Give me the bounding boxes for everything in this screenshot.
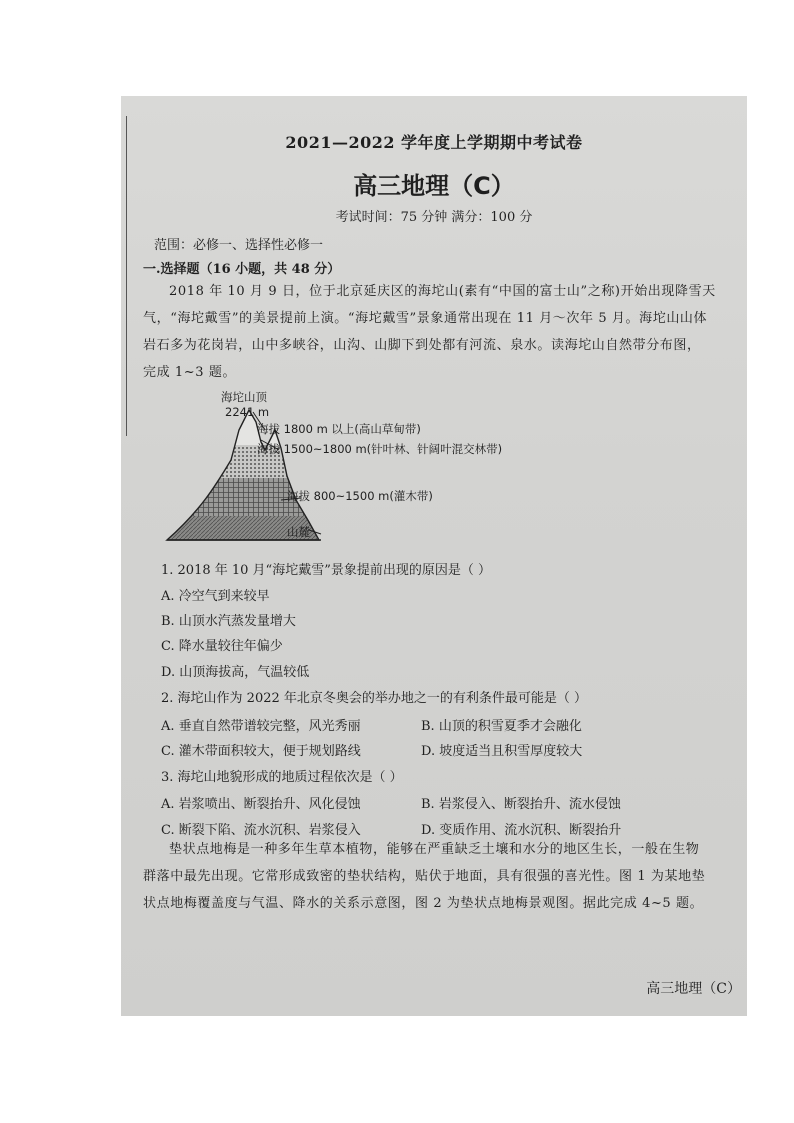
question-2-stem: 2. 海坨山作为 2022 年北京冬奥会的举办地之一的有利条件最可能是（ ） [161, 691, 588, 706]
question-1-option-b: B. 山顶水汽蒸发量增大 [161, 614, 296, 629]
summit-height-label: 2241 m [225, 405, 270, 419]
exam-series-title: 2021—2022 学年度上学期期中考试卷 [285, 133, 583, 152]
question-2-option-d: D. 坡度适当且积雪厚度较大 [421, 744, 583, 759]
alpine-meadow-label: 海拔 1800 m 以上(高山草甸带) [257, 422, 421, 436]
intro-passage-2 [143, 836, 733, 917]
exam-sheet [121, 96, 747, 1016]
passage-line: 完成 1~3 题。 [143, 365, 237, 380]
question-2-option-c: C. 灌木带面积较大，便于规划路线 [161, 744, 361, 759]
passage-line: 群落中最先出现。它常形成致密的垫状结构，贴伏于地面，具有很强的喜光性。图 1 为某地垫 [143, 869, 706, 884]
margin-line [126, 116, 127, 436]
passage-line: 2018 年 10 月 9 日，位于北京延庆区的海坨山(素有“中国的富士山”之称)开始出现降雪天 [169, 284, 716, 299]
question-2-option-b: B. 山顶的积雪夏季才会融化 [421, 719, 582, 734]
passage-line: 气，“海坨戴雪”的美景提前上演。“海坨戴雪”景象通常出现在 11 月～次年 5 月。海坨山山体 [143, 311, 708, 326]
page-title: 高三地理（C） [353, 172, 515, 200]
question-1-option-a: A. 冷空气到来较早 [161, 589, 270, 604]
mountain-figure [161, 390, 521, 550]
question-1-option-d: D. 山顶海拔高，气温较低 [161, 665, 310, 680]
section-heading: 一.选择题（16 小题，共 48 分） [143, 262, 341, 277]
question-3-option-b: B. 岩浆侵入、断裂抬升、流水侵蚀 [421, 797, 621, 812]
shrub-zone-label: 海拔 800~1500 m(灌木带) [287, 489, 433, 503]
question-3-stem: 3. 海坨山地貌形成的地质过程依次是（ ） [161, 770, 403, 785]
question-3-option-d: D. 变质作用、流水沉积、断裂抬升 [421, 823, 622, 838]
question-3-option-c: C. 断裂下陷、流水沉积、岩浆侵入 [161, 823, 361, 838]
exam-scope: 范围：必修一、选择性必修一 [154, 238, 324, 253]
passage-line: 垫状点地梅是一种多年生草本植物，能够在严重缺乏土壤和水分的地区生长，一般在生物 [169, 842, 700, 857]
intro-passage-1 [143, 278, 733, 386]
summit-name-label: 海坨山顶 [221, 390, 267, 404]
passage-line: 状点地梅覆盖度与气温、降水的关系示意图，图 2 为垫状点地梅景观图。据此完成 4~5 题。 [143, 896, 704, 911]
mountain-zone-diagram [161, 390, 521, 550]
question-1-option-c: C. 降水量较往年偏少 [161, 639, 283, 654]
question-3-option-a: A. 岩浆喷出、断裂抬升、风化侵蚀 [161, 797, 361, 812]
page-footer: 高三地理（C） [646, 981, 741, 997]
forest-zone-label: 海拔 1500~1800 m(针叶林、针阔叶混交林带) [257, 442, 503, 456]
exam-info: 考试时间：75 分钟 满分：100 分 [335, 210, 533, 225]
passage-line: 岩石多为花岗岩，山中多峡谷，山沟、山脚下到处都有河流、泉水。读海坨山自然带分布图， [143, 338, 701, 353]
question-1-stem: 1. 2018 年 10 月“海坨戴雪”景象提前出现的原因是（ ） [161, 563, 491, 578]
mountain-foot-label: 山麓 [287, 525, 310, 539]
question-2-option-a: A. 垂直自然带谱较完整，风光秀丽 [161, 719, 361, 734]
